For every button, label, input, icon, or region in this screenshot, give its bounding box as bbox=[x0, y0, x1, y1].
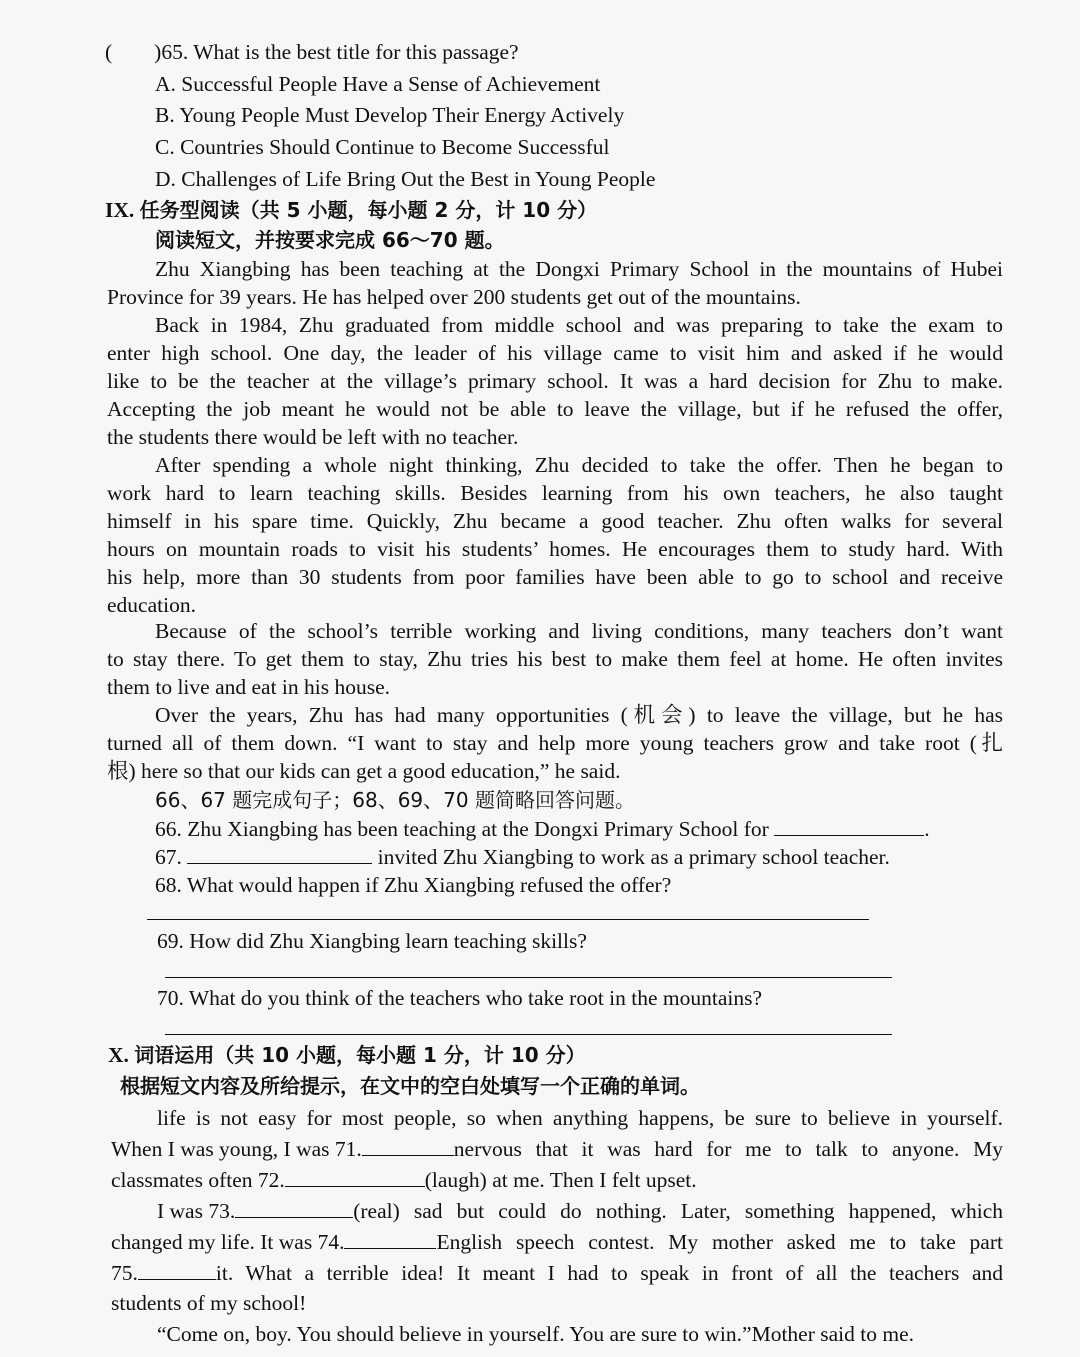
cloze-line-6 bbox=[111, 1259, 1003, 1287]
passage-line: Zhu Xiangbing has been teaching at the Dongxi Primary School in the mountains of Hubei bbox=[155, 257, 1003, 281]
task-instruction: 66、67 题完成句子；68、69、70 题简略回答问题。 bbox=[155, 788, 635, 812]
passage-line: the students there would be left with no teacher. bbox=[107, 425, 519, 449]
cloze-line-1: life is not easy for most people, so when anything happens, be sure to believe in yourself. bbox=[157, 1106, 1003, 1130]
passage-line: turned all of them down. “I want to stay and help more young teachers grow and take root (扎 bbox=[107, 731, 1003, 755]
section-9-number: IX. bbox=[105, 198, 135, 222]
q67-number: 67. bbox=[155, 845, 182, 869]
cloze-line-8: “Come on, boy. You should believe in yourself. You are sure to win.”Mother said to me. bbox=[157, 1322, 914, 1346]
cloze-l3-start: classmates often 72. bbox=[111, 1168, 285, 1192]
section-9-title: 任务型阅读（共 5 小题，每小题 2 分，计 10 分） bbox=[139, 198, 598, 222]
passage-line: Accepting the job meant he would not be able to leave the village, but if he refused the offer, bbox=[107, 397, 1003, 421]
section-10-instruction: 根据短文内容及所给提示，在文中的空白处填写一个正确的单词。 bbox=[120, 1074, 700, 1098]
section-10-number: X. bbox=[108, 1043, 129, 1067]
passage-line: Back in 1984, Zhu graduated from middle school and was preparing to take the exam to bbox=[155, 313, 1003, 337]
passage-line: them to live and eat in his house. bbox=[107, 675, 391, 699]
q70-answer-line[interactable] bbox=[165, 1034, 892, 1035]
section-10-heading bbox=[108, 1041, 586, 1069]
q70-question: 70. What do you think of the teachers who take root in the mountains? bbox=[157, 986, 763, 1010]
q66-end: . bbox=[924, 817, 930, 841]
blank-73[interactable] bbox=[235, 1197, 353, 1218]
blank-71[interactable] bbox=[362, 1135, 454, 1156]
q66-text: 66. Zhu Xiangbing has been teaching at the Dongxi Primary School for bbox=[155, 817, 769, 841]
cloze-l6-end: it. What a terrible idea! It meant I had to speak in front of all the teachers and bbox=[215, 1261, 1003, 1285]
blank-75[interactable] bbox=[138, 1259, 216, 1280]
blank-72[interactable] bbox=[285, 1166, 425, 1187]
cloze-line-7: students of my school! bbox=[111, 1291, 307, 1315]
cloze-l4-start: I was 73. bbox=[157, 1199, 236, 1223]
cloze-line-2 bbox=[111, 1135, 1003, 1163]
cloze-l5-start: changed my life. It was 74. bbox=[111, 1230, 345, 1254]
q67 bbox=[155, 843, 890, 871]
passage-line: to stay there. To get them to stay, Zhu tries his best to make them feel at home. He often invites bbox=[107, 647, 1003, 671]
passage-line: Province for 39 years. He has helped over 200 students get out of the mountains. bbox=[107, 285, 801, 309]
cloze-line-4 bbox=[157, 1197, 1003, 1225]
passage-line: After spending a whole night thinking, Zhu decided to take the offer. Then he began to bbox=[155, 453, 1003, 477]
answer-paren-open: ( bbox=[105, 40, 113, 64]
cloze-l3-end: (laugh) at me. Then I felt upset. bbox=[424, 1168, 697, 1192]
section-10-title: 词语运用（共 10 小题，每小题 1 分，计 10 分） bbox=[134, 1043, 586, 1067]
q66 bbox=[155, 815, 930, 843]
section-9-instruction: 阅读短文，并按要求完成 66～70 题。 bbox=[155, 228, 505, 252]
passage-line: work hard to learn teaching skills. Besides learning from his own teachers, he also taught bbox=[107, 481, 1003, 505]
cloze-line-5 bbox=[111, 1228, 1003, 1256]
cloze-l4-end: (real) sad but could do nothing. Later, something happened, which bbox=[353, 1199, 1003, 1223]
passage-line: hours on mountain roads to visit his students’ homes. He encourages them to study hard. With bbox=[107, 537, 1003, 561]
q65-option-b: B. Young People Must Develop Their Energy Actively bbox=[155, 103, 625, 127]
q69-question: 69. How did Zhu Xiangbing learn teaching skills? bbox=[157, 929, 587, 953]
passage-line: his help, more than 30 students from poor families have been able to go to school and receive bbox=[107, 565, 1003, 589]
q65-option-d: D. Challenges of Life Bring Out the Best in Young People bbox=[155, 167, 656, 191]
q68-answer-line[interactable] bbox=[147, 919, 869, 920]
q67-answer-blank[interactable] bbox=[187, 843, 372, 864]
passage-line: Over the years, Zhu has had many opportunities (机会) to leave the village, but he has bbox=[155, 703, 1003, 727]
passage-line: education. bbox=[107, 593, 196, 617]
answer-paren-close: ) bbox=[154, 40, 162, 64]
blank-74[interactable] bbox=[344, 1228, 436, 1249]
cloze-l5-end: English speech contest. My mother asked me to take part bbox=[436, 1230, 1003, 1254]
cloze-line-3 bbox=[111, 1166, 697, 1194]
q65-question bbox=[105, 38, 519, 66]
q67-text: invited Zhu Xiangbing to work as a primary school teacher. bbox=[377, 845, 890, 869]
q65-text: 65. What is the best title for this passage? bbox=[161, 40, 519, 64]
passage-line: enter high school. One day, the leader of his village came to visit him and asked if he would bbox=[107, 341, 1003, 365]
q66-answer-blank[interactable] bbox=[774, 815, 924, 836]
q65-option-a: A. Successful People Have a Sense of Achievement bbox=[155, 72, 601, 96]
passage-line: 根) here so that our kids can get a good education,” he said. bbox=[107, 759, 621, 783]
cloze-l2-end: nervous that it was hard for me to talk to anyone. My bbox=[453, 1137, 1003, 1161]
q65-option-c: C. Countries Should Continue to Become Successful bbox=[155, 135, 610, 159]
cloze-l6-start: 75. bbox=[111, 1261, 138, 1285]
q69-answer-line[interactable] bbox=[165, 977, 892, 978]
q68-question: 68. What would happen if Zhu Xiangbing refused the offer? bbox=[155, 873, 672, 897]
passage-line: himself in his spare time. Quickly, Zhu became a good teacher. Zhu often walks for several bbox=[107, 509, 1003, 533]
cloze-l2-start: When I was young, I was 71. bbox=[111, 1137, 362, 1161]
section-9-heading bbox=[105, 196, 597, 224]
passage-line: like to be the teacher at the village’s primary school. It was a hard decision for Zhu to make. bbox=[107, 369, 1003, 393]
passage-line: Because of the school’s terrible working and living conditions, many teachers don’t want bbox=[155, 619, 1003, 643]
